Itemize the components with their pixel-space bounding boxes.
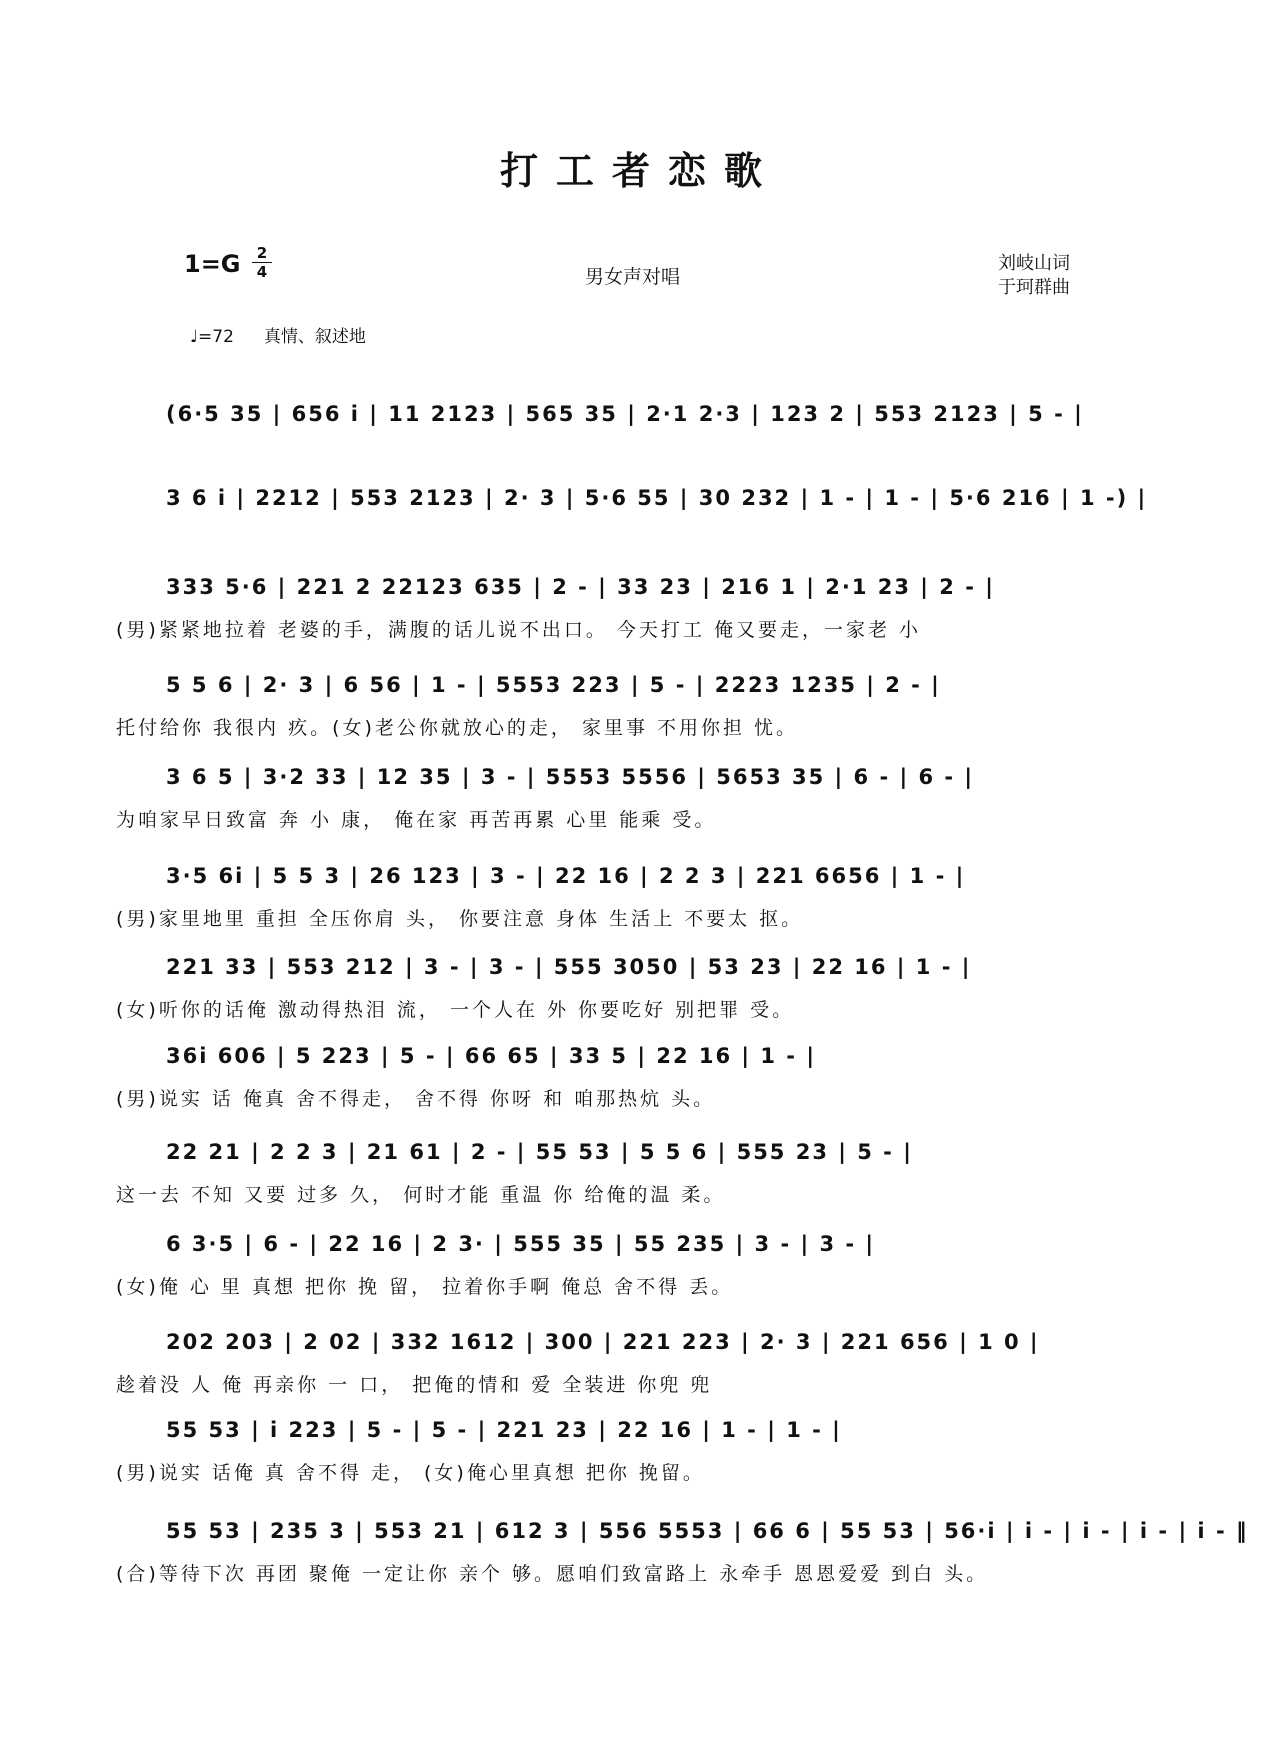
lyric-line: (男)紧紧地拉着 老婆的手，满腹的话儿说不出口。 今天打工 俺又要走，一家老 小	[116, 619, 921, 641]
key-signature: 1=G	[184, 250, 241, 278]
time-signature	[252, 244, 272, 281]
performance-note: 男女声对唱	[585, 266, 681, 288]
lyricist: 刘岐山词	[998, 253, 1070, 274]
notation-line: 5 5 6 | 2· 3 | 6 56 | 1 - | 5553 223 | 5 - | 2223 1235 | 2 - |	[166, 673, 941, 697]
notation-line: 202 203 | 2 02 | 332 1612 | 300 | 221 223 | 2· 3 | 221 656 | 1 0 |	[166, 1330, 1040, 1354]
notation-line: 55 53 | 235 3 | 553 21 | 612 3 | 556 5553 | 66 6 | 55 53 | 56·i | i - | i - | i - | i - ‖	[166, 1519, 1249, 1543]
expression-marking: 真情、叙述地	[263, 327, 366, 347]
notation-line: (6·5 35 | 656 i | 11 2123 | 565 35 | 2·1 2·3 | 123 2 | 553 2123 | 5 - |	[166, 402, 1084, 426]
song-title: 打工者恋歌	[499, 149, 780, 193]
tempo-marking	[190, 322, 366, 347]
lyric-line: 托付给你 我很内 疚。(女)老公你就放心的走， 家里事 不用你担 忧。	[116, 717, 799, 739]
lyric-line: (男)说实 话俺 真 舍不得 走， (女)俺心里真想 把你 挽留。	[116, 1462, 705, 1484]
notation-line: 221 33 | 553 212 | 3 - | 3 - | 555 3050 | 53 23 | 22 16 | 1 - |	[166, 955, 972, 979]
notation-line: 3 6 5 | 3·2 33 | 12 35 | 3 - | 5553 5556 | 5653 35 | 6 - | 6 - |	[166, 765, 975, 789]
notation-line: 55 53 | i 223 | 5 - | 5 - | 221 23 | 22 16 | 1 - | 1 - |	[166, 1418, 842, 1442]
tempo-value: ♩=72	[190, 327, 234, 347]
credits	[998, 252, 1070, 300]
composer: 于珂群曲	[998, 277, 1070, 298]
lyric-line: (合)等待下次 再团 聚俺 一定让你 亲个 够。愿咱们致富路上 永牵手 恩恩爱爱 到白 头。	[116, 1563, 989, 1585]
notation-line: 3·5 6i | 5 5 3 | 26 123 | 3 - | 22 16 | 2 2 3 | 221 6656 | 1 - |	[166, 864, 966, 888]
notation-line: 3 6 i | 2212 | 553 2123 | 2· 3 | 5·6 55 | 30 232 | 1 - | 1 - | 5·6 216 | 1 -) |	[166, 486, 1148, 510]
lyric-line: (男)说实 话 俺真 舍不得走， 舍不得 你呀 和 咱那热炕 头。	[116, 1088, 716, 1110]
notation-line: 333 5·6 | 221 2 22123 635 | 2 - | 33 23 | 216 1 | 2·1 23 | 2 - |	[166, 575, 995, 599]
lyric-line: 趁着没 人 俺 再亲你 一 口， 把俺的情和 爱 全装进 你兜 兜	[116, 1374, 713, 1396]
notation-line: 36i 606 | 5 223 | 5 - | 66 65 | 33 5 | 22 16 | 1 - |	[166, 1044, 816, 1068]
lyric-line: 为咱家早日致富 奔 小 康， 俺在家 再苦再累 心里 能乘 受。	[116, 809, 717, 831]
lyric-line: (女)俺 心 里 真想 把你 挽 留， 拉着你手啊 俺总 舍不得 丢。	[116, 1276, 734, 1298]
lyric-line: (女)听你的话俺 激动得热泪 流， 一个人在 外 你要吃好 别把罪 受。	[116, 999, 795, 1021]
notation-line: 22 21 | 2 2 3 | 21 61 | 2 - | 55 53 | 5 5 6 | 555 23 | 5 - |	[166, 1140, 913, 1164]
time-signature-top: 2	[252, 244, 272, 263]
time-signature-bottom: 4	[256, 263, 268, 281]
lyric-line: (男)家里地里 重担 全压你肩 头， 你要注意 身体 生活上 不要太 抠。	[116, 908, 804, 930]
notation-line: 6 3·5 | 6 - | 22 16 | 2 3· | 555 35 | 55 235 | 3 - | 3 - |	[166, 1232, 876, 1256]
lyric-line: 这一去 不知 又要 过多 久， 何时才能 重温 你 给俺的温 柔。	[116, 1184, 726, 1206]
